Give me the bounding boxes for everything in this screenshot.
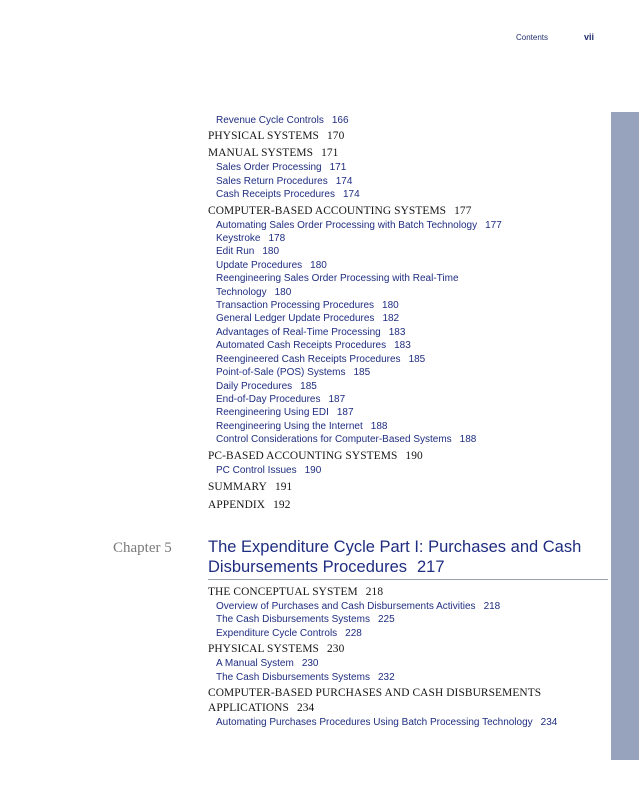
toc-entry-title: The Cash Disbursements Systems	[216, 614, 370, 626]
toc-entry-title: Point-of-Sale (POS) Systems	[216, 367, 346, 379]
toc-entry-page: 171	[329, 162, 347, 174]
toc-entry[interactable]	[208, 406, 608, 419]
toc-entry-title: Sales Return Procedures	[216, 175, 328, 187]
toc-entry-page: 171	[321, 147, 339, 160]
toc-entry-page: 234	[296, 701, 315, 714]
toc-entry[interactable]	[208, 175, 608, 188]
toc-entry[interactable]	[208, 204, 608, 219]
toc-entry-title: Automating Purchases Procedures Using Batch Processing Technology	[216, 716, 533, 728]
toc-entry-title: THE CONCEPTUAL SYSTEM	[208, 585, 358, 598]
toc-entry-title: Reengineered Cash Receipts Procedures	[216, 353, 401, 365]
toc-entry-title: COMPUTER-BASED PURCHASES AND CASH DISBURSEMENTS APPLICATIONS	[208, 686, 542, 714]
table-of-contents	[113, 114, 608, 729]
toc-entry-title: Automating Sales Order Processing with Batch Technology	[216, 219, 478, 231]
toc-entries-previous-chapter	[208, 114, 608, 513]
toc-entry-page: 178	[268, 233, 286, 245]
toc-entry[interactable]	[208, 259, 608, 272]
running-header-title: Contents	[516, 33, 549, 42]
toc-entry[interactable]	[208, 420, 608, 433]
toc-entry[interactable]	[208, 686, 608, 716]
toc-entry-title: Transaction Processing Procedures	[216, 300, 375, 312]
toc-entry[interactable]	[208, 449, 608, 464]
toc-entry[interactable]	[208, 188, 608, 201]
toc-entry[interactable]	[208, 498, 608, 513]
running-header	[0, 33, 639, 47]
toc-entry[interactable]	[208, 433, 608, 446]
toc-entry[interactable]	[208, 600, 608, 613]
toc-entry-title: Reengineering Using the Internet	[216, 420, 363, 432]
toc-entry-title: Expenditure Cycle Controls	[216, 627, 338, 639]
toc-entry-title: Cash Receipts Procedures	[216, 189, 335, 201]
toc-entry-page: 177	[454, 204, 472, 217]
toc-entry-title: A Manual System	[216, 658, 294, 670]
toc-entry[interactable]	[208, 339, 608, 352]
toc-entry-page: 225	[377, 614, 395, 626]
chapter-page-number: 217	[417, 557, 445, 576]
toc-entry-page: 190	[304, 464, 322, 476]
toc-entry-page: 183	[394, 340, 411, 352]
toc-entry[interactable]	[208, 219, 608, 232]
toc-entry-title: PHYSICAL SYSTEMS	[208, 643, 319, 656]
toc-entry-title: COMPUTER-BASED ACCOUNTING SYSTEMS	[208, 204, 447, 217]
toc-entry-page: 234	[540, 716, 558, 728]
toc-entry-page: 170	[327, 130, 345, 143]
toc-entry[interactable]	[208, 393, 608, 406]
toc-entry-title: End-of-Day Procedures	[216, 393, 321, 405]
toc-entry[interactable]	[208, 146, 608, 161]
toc-entry-page: 191	[274, 480, 293, 493]
toc-entry[interactable]	[208, 627, 608, 640]
toc-entry[interactable]	[208, 312, 608, 325]
toc-entry-page: 180	[262, 246, 280, 258]
toc-entry[interactable]	[208, 380, 608, 393]
toc-entry-page: 182	[382, 313, 400, 325]
toc-entry[interactable]	[208, 366, 608, 379]
toc-entry-page: 230	[301, 658, 319, 670]
toc-entry[interactable]	[208, 642, 608, 657]
toc-entry[interactable]	[208, 161, 608, 174]
toc-entry-page: 174	[335, 175, 353, 187]
toc-entry-title: SUMMARY	[208, 480, 267, 493]
chapter-title-text: The Expenditure Cycle Part I: Purchases and Cash Disbursements Procedures	[208, 537, 582, 576]
toc-entry-title: Sales Order Processing	[216, 162, 322, 174]
toc-entry-page: 180	[382, 300, 399, 312]
toc-entry-page: 187	[328, 393, 346, 405]
toc-entry-page: 230	[327, 643, 345, 656]
toc-entry-title: Control Considerations for Computer-Based Systems	[216, 434, 452, 446]
toc-entry[interactable]	[208, 129, 608, 144]
toc-entry-title: Automated Cash Receipts Procedures	[216, 340, 387, 352]
toc-entry[interactable]	[208, 286, 608, 299]
toc-entry[interactable]	[208, 114, 608, 127]
toc-entry-page: 218	[483, 600, 501, 612]
toc-entry-page: 188	[370, 420, 388, 432]
toc-entry-title: Daily Procedures	[216, 380, 293, 392]
toc-entry-title: Advantages of Real-Time Processing	[216, 326, 381, 338]
toc-entry[interactable]	[208, 464, 608, 477]
toc-entry-page: 190	[405, 449, 423, 462]
toc-entry-title: Keystroke	[216, 233, 261, 245]
toc-entry-page: 174	[342, 189, 360, 201]
toc-entries-chapter-5	[208, 585, 608, 729]
toc-entry[interactable]	[208, 299, 608, 312]
toc-entry-title: Overview of Purchases and Cash Disbursements Activities	[216, 600, 476, 612]
toc-entry-title: Revenue Cycle Controls	[216, 115, 324, 126]
toc-entry-page: 185	[300, 380, 317, 392]
toc-entry[interactable]	[208, 272, 608, 285]
chapter-title[interactable]	[208, 537, 608, 577]
toc-entry[interactable]	[208, 232, 608, 245]
side-tab-strip	[611, 112, 639, 760]
page-number: vii	[584, 32, 595, 42]
toc-entry-title: Technology	[216, 286, 267, 298]
toc-entry-title: PHYSICAL SYSTEMS	[208, 130, 319, 143]
toc-entry-page: 187	[336, 407, 354, 419]
toc-entry-page: 185	[408, 353, 426, 365]
toc-entry-page: 177	[485, 219, 502, 231]
toc-entry[interactable]	[208, 353, 608, 366]
toc-entry-page: 166	[331, 115, 349, 126]
toc-entry-title: Update Procedures	[216, 259, 303, 271]
toc-entry-title: General Ledger Update Procedures	[216, 313, 375, 325]
toc-entry[interactable]	[208, 480, 608, 495]
toc-entry[interactable]	[208, 716, 608, 729]
toc-entry-title: The Cash Disbursements Systems	[216, 671, 370, 683]
toc-entry-title: PC-BASED ACCOUNTING SYSTEMS	[208, 449, 398, 462]
toc-entry[interactable]	[208, 585, 608, 600]
toc-entry-title: Edit Run	[216, 246, 255, 258]
toc-entry[interactable]	[208, 613, 608, 626]
toc-entry-page: 183	[388, 326, 406, 338]
toc-entry-page: 185	[353, 367, 371, 379]
toc-entry[interactable]	[208, 671, 608, 684]
toc-entry-title: Reengineering Using EDI	[216, 407, 329, 419]
toc-entry-title: PC Control Issues	[216, 464, 297, 476]
toc-entry[interactable]	[208, 657, 608, 670]
toc-entry-page: 180	[310, 259, 327, 271]
chapter-label: Chapter 5	[113, 539, 172, 556]
toc-entry-page: 232	[377, 671, 395, 683]
toc-entry-title: Reengineering Sales Order Processing with Real-Time	[216, 273, 459, 285]
toc-entry-title: MANUAL SYSTEMS	[208, 147, 314, 160]
toc-entry-page: 180	[274, 286, 292, 298]
toc-entry-page: 228	[345, 627, 362, 639]
toc-entry-page: 188	[459, 434, 477, 446]
toc-entry-title: APPENDIX	[208, 498, 266, 511]
toc-entry[interactable]	[208, 326, 608, 339]
toc-entry-page: 218	[365, 585, 384, 598]
toc-entry[interactable]	[208, 245, 608, 258]
chapter-heading	[113, 537, 608, 580]
toc-entry-page: 192	[273, 498, 291, 511]
